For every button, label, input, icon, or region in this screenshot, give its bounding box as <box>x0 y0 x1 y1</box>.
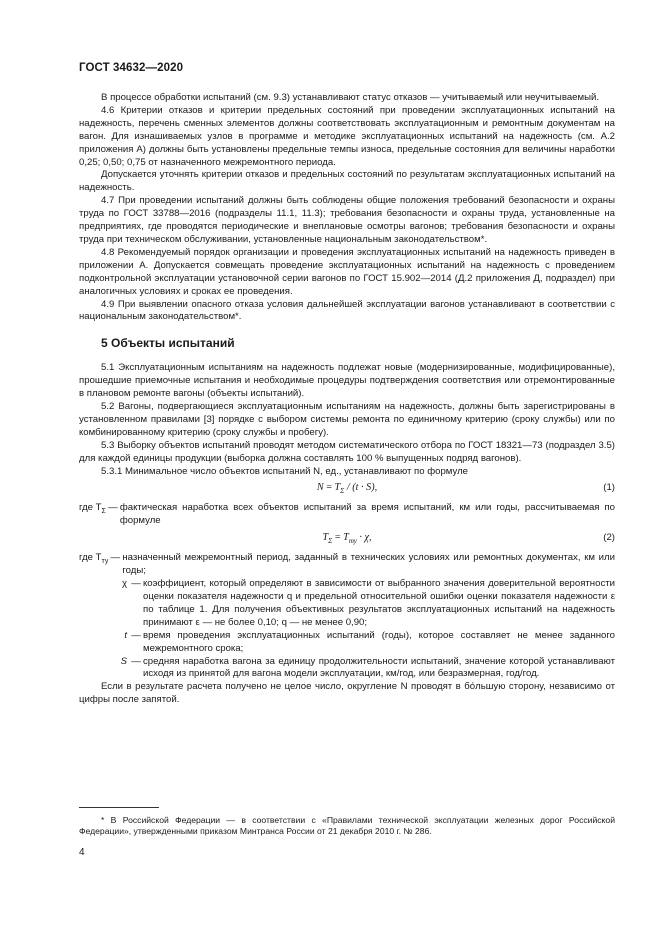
where-symbol: t <box>124 629 127 641</box>
paragraph: В процессе обработки испытаний (см. 9.3) устанавливают статус отказов — учитываемый или неучитываемый. <box>101 92 600 103</box>
paragraph-5-3: 5.3 Выборку объектов испытаний проводят методом систематического отбора по ГОСТ 18321—73 (подраздел 3.5) для каждой единицы продукции (выборка должна составлять 100 % выпущенных подряд вагонов). <box>79 439 615 464</box>
page-number: 4 <box>79 847 85 858</box>
paragraph-4-7: 4.7 При проведении испытаний должны быть соблюдены общие положения требований безопасности и охраны труда по ГОСТ 33788—2016 (подразделы 11.1, 11.3); требования безопасности и охраны труда, установленные на предприятиях, где проводятся периодические и внеплановые осмотры вагонов; требования безопасности и охраны труда при техническом обслуживании, установленные национальным законодательством*. <box>79 195 615 245</box>
where-block-2-row-0 <box>79 552 615 578</box>
document-header: ГОСТ 34632—2020 <box>79 62 184 74</box>
where-dash: — <box>131 629 141 641</box>
formula-2-number: (2) <box>603 532 615 544</box>
paragraph-5-1: 5.1 Эксплуатационным испытаниям на надежность подлежат новые (модернизированные, модифицированные), прошедшие приемочные испытания и необходимые процедуры подтверждения соответствия или отремонтированные в плановом ремонте вагоны (объекты испытаний). <box>79 362 615 400</box>
where-block-2-row-3 <box>79 656 615 682</box>
page-body <box>79 92 615 707</box>
where-dash: — <box>131 578 141 590</box>
where-symbol: где $T_{ту}$ <box>79 552 109 566</box>
paragraph-4-9: 4.9 При выявлении опасного отказа условия дальнейшей эксплуатации вагонов устанавливают в соответствии с национальным законодательством*. <box>79 298 615 323</box>
where-symbol: χ <box>121 578 127 590</box>
paragraph-rounding: Если в результате расчета получено не целое число, округление N проводят в бо́льшую сторону, независимо от цифры после запятой. <box>79 681 615 706</box>
where-description: назначенный межремонтный период, заданный в технических условиях или ремонтных документах, км или годы; <box>122 552 615 577</box>
paragraph: Допускается уточнять критерии отказов и предельных состояний по результатам эксплуатационных испытаний на надежность. <box>79 169 615 194</box>
where-description: фактическая наработка всех объектов испытаний за время испытаний, км или годы, рассчитываемая по формуле <box>119 502 615 527</box>
formula-2-expression: $T_\Sigma = T_{ту} \cdot \chi$, <box>322 532 372 546</box>
section-title: 5 Объекты испытаний <box>101 336 235 351</box>
footnote: * В Российской Федерации — в соответствии с «Правилами технической эксплуатации железных дорог Российской Федерации», утвержденными приказом Минтранса России от 21 декабря 2010 г. № 286. <box>79 815 615 837</box>
formula-1-number: (1) <box>603 482 615 494</box>
where-block-1 <box>79 502 615 528</box>
where-description: время проведения эксплуатационных испытаний (годы), которое составляет не менее заданного межремонтного срока; <box>143 629 615 654</box>
where-block-2-row-1 <box>79 578 615 630</box>
where-dash: — <box>108 502 118 514</box>
where-symbol: S <box>120 655 127 667</box>
where-dash: — <box>110 552 121 564</box>
footnote-divider <box>79 807 159 808</box>
where-description: средняя наработка вагона за единицу продолжительности испытаний, значение которой устанавливают исходя из принятой для вагона модели эксплуатации, км/год, или безразмерная, год/год. <box>143 655 615 680</box>
where-symbol: где $T_\Sigma$ <box>79 502 106 516</box>
paragraph-5-3-1: 5.3.1 Минимальное число объектов испытаний N, ед., устанавливают по формуле <box>101 465 469 477</box>
formula-1 <box>79 482 615 498</box>
paragraph-5-2: 5.2 Вагоны, подвергающиеся эксплуатационным испытаниям на надежность, должны быть зарегистрированы в установленном правилами [3] порядке с выбором системы ремонта по единичному критерию (сроку службы) или по комбинированному критерию (сроку службы и пробегу). <box>79 401 615 438</box>
where-description: коэффициент, который определяют в зависимости от выбранного значения доверительной вероятности оценки показателя надежности q и предельной относительной ошибки оценки показателя надежности ε по таблице 1. Для получения объективных результатов эксплуатационных испытаний на надежность принимают ε — не более 0,10; q — не менее 0,90; <box>143 578 615 628</box>
formula-1-expression: $N = T_\Sigma / (t \cdot S)$, <box>316 482 378 496</box>
formula-2 <box>79 532 615 548</box>
paragraph-4-6: 4.6 Критерии отказов и критерии предельных состояний при проведении эксплуатационных испытаний на надежность, перечень сменных элементов должны соответствовать эксплуатационным и ремонтным документам на вагон. Для изнашиваемых узлов в программе и методике эксплуатационных испытаний на надежность (см. А.2 приложения А) должны быть установлены предельные темпы износа, предельные состояния для величины наработки 0,25; 0,50; 0,75 от назначенного межремонтного периода. <box>79 104 615 168</box>
paragraph-4-8: 4.8 Рекомендуемый порядок организации и проведения эксплуатационных испытаний на надежность приведен в приложении А. Допускается совмещать проведение эксплуатационных испытаний на надежность с проведением подконтрольной эксплуатации установочной серии вагонов по ГОСТ 15.902—2014 (Д.2 приложения Д, подраздел) при аналогичных условиях и сроках ее проведения. <box>79 246 615 297</box>
where-block-2-row-2 <box>79 630 615 656</box>
where-dash: — <box>131 655 141 667</box>
